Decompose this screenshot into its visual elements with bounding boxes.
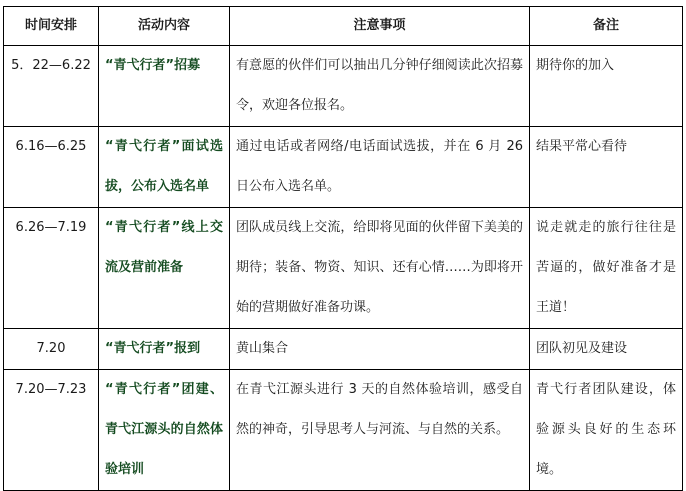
time-cell: 6.16—6.25 xyxy=(4,127,99,208)
header-time: 时间安排 xyxy=(4,7,99,46)
remarks-cell: 说走就走的旅行往往是苦逼的，做好准备才是王道！ xyxy=(530,208,683,329)
header-activity: 活动内容 xyxy=(99,7,230,46)
table-row xyxy=(4,329,683,370)
header-remarks: 备注 xyxy=(530,7,683,46)
notes-cell: 黄山集合 xyxy=(230,329,530,370)
remarks-cell: 期待你的加入 xyxy=(530,46,683,127)
remarks-cell: 团队初见及建设 xyxy=(530,329,683,370)
header-notes: 注意事项 xyxy=(230,7,530,46)
schedule-table xyxy=(3,6,683,491)
header-row xyxy=(4,7,683,46)
activity-cell: “青弋行者”招募 xyxy=(99,46,230,127)
activity-cell: “青弋行者”团建、青弋江源头的自然体验培训 xyxy=(99,370,230,491)
table-row xyxy=(4,370,683,491)
notes-cell: 团队成员线上交流，给即将见面的伙伴留下美美的期待；装备、物资、知识、还有心情……为即将开始的营期做好准备功课。 xyxy=(230,208,530,329)
time-cell: 7.20—7.23 xyxy=(4,370,99,491)
remarks-cell: 结果平常心看待 xyxy=(530,127,683,208)
table-row xyxy=(4,46,683,127)
activity-cell: “青弋行者”线上交流及营前准备 xyxy=(99,208,230,329)
time-cell: 5．22—6.22 xyxy=(4,46,99,127)
time-cell: 7.20 xyxy=(4,329,99,370)
table-row xyxy=(4,208,683,329)
notes-cell: 在青弋江源头进行 3 天的自然体验培训，感受自然的神奇，引导思考人与河流、与自然的关系。 xyxy=(230,370,530,491)
activity-cell: “青弋行者”报到 xyxy=(99,329,230,370)
activity-cell: “青弋行者”面试选拔，公布入选名单 xyxy=(99,127,230,208)
notes-cell: 有意愿的伙伴们可以抽出几分钟仔细阅读此次招募令，欢迎各位报名。 xyxy=(230,46,530,127)
table-row xyxy=(4,127,683,208)
notes-cell: 通过电话或者网络/电话面试选拔，并在 6 月 26 日公布入选名单。 xyxy=(230,127,530,208)
time-cell: 6.26—7.19 xyxy=(4,208,99,329)
remarks-cell: 青弋行者团队建设，体验源头良好的生态环境。 xyxy=(530,370,683,491)
